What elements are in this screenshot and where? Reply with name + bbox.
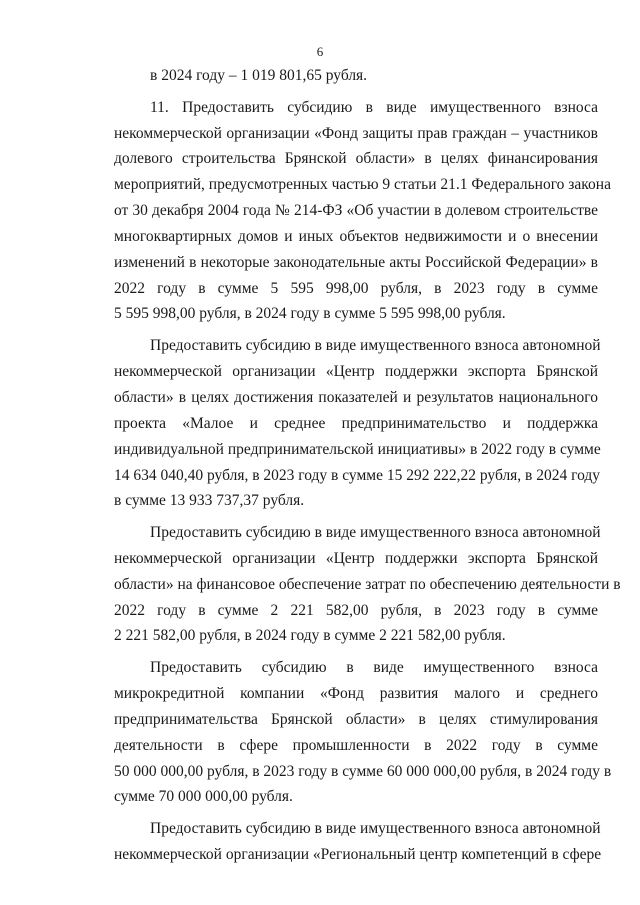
text-line: долевого строительства Брянской области» в целях финансирования — [114, 150, 598, 167]
text-line: индивидуальной предпринимательской инициативы» в 2022 году в сумме — [114, 441, 601, 458]
text-line: области» на финансовое обеспечение затрат по обеспечению деятельности в — [114, 576, 621, 593]
text-line: некоммерческой организации «Региональный центр компетенций в сфере — [114, 846, 602, 863]
text-line: деятельности в сфере промышленности в 2022 году в сумме — [114, 737, 598, 754]
text-line: некоммерческой организации «Фонд защиты прав граждан – участников — [114, 125, 598, 142]
text-line: Предоставить субсидию в виде имущественного взноса автономной — [150, 337, 601, 354]
text-line: 5 595 998,00 рубля, в 2024 году в сумме 5 595 998,00 рубля. — [114, 305, 506, 322]
text-line: Предоставить субсидию в виде имущественного взноса — [150, 659, 598, 676]
text-line: 2022 году в сумме 5 595 998,00 рубля, в 2023 году в сумме — [114, 280, 598, 297]
text-line: 2 221 582,00 рубля, в 2024 году в сумме 2 221 582,00 рубля. — [114, 627, 506, 644]
text-line: проекта «Малое и среднее предпринимательство и поддержка — [114, 415, 598, 432]
text-line: 2022 году в сумме 2 221 582,00 рубля, в 2023 году в сумме — [114, 602, 598, 619]
text-line: Предоставить субсидию в виде имущественного взноса автономной — [150, 820, 601, 837]
text-line: многоквартирных домов и иных объектов недвижимости и о внесении — [114, 228, 598, 245]
text-line: микрокредитной компании «Фонд развития малого и среднего — [114, 685, 598, 702]
text-line: изменений в некоторые законодательные акты Российской Федерации» в — [114, 254, 598, 271]
text-line: в 2024 году – 1 019 801,65 рубля. — [150, 67, 368, 84]
text-line: области» в целях достижения показателей и результатов национального — [114, 389, 598, 406]
text-line: сумме 70 000 000,00 рубля. — [114, 788, 293, 805]
text-line: мероприятий, предусмотренных частью 9 статьи 21.1 Федерального закона — [114, 176, 611, 193]
text-line: 50 000 000,00 рубля, в 2023 году в сумме 60 000 000,00 рубля, в 2024 году в — [114, 763, 612, 780]
text-line: предпринимательства Брянской области» в целях стимулирования — [114, 711, 598, 728]
text-line: в сумме 13 933 737,37 рубля. — [114, 492, 305, 509]
page-number: 6 — [316, 44, 324, 59]
text-line: 14 634 040,40 рубля, в 2023 году в сумме 15 292 222,22 рубля, в 2024 году — [114, 467, 601, 484]
text-line: 11. Предоставить субсидию в виде имущественного взноса — [150, 99, 598, 116]
text-line: некоммерческой организации «Центр поддержки экспорта Брянской — [114, 550, 598, 567]
text-line: Предоставить субсидию в виде имущественного взноса автономной — [150, 524, 601, 541]
text-line: от 30 декабря 2004 года № 214-ФЗ «Об участии в долевом строительстве — [114, 202, 598, 219]
text-line: некоммерческой организации «Центр поддержки экспорта Брянской — [114, 363, 598, 380]
